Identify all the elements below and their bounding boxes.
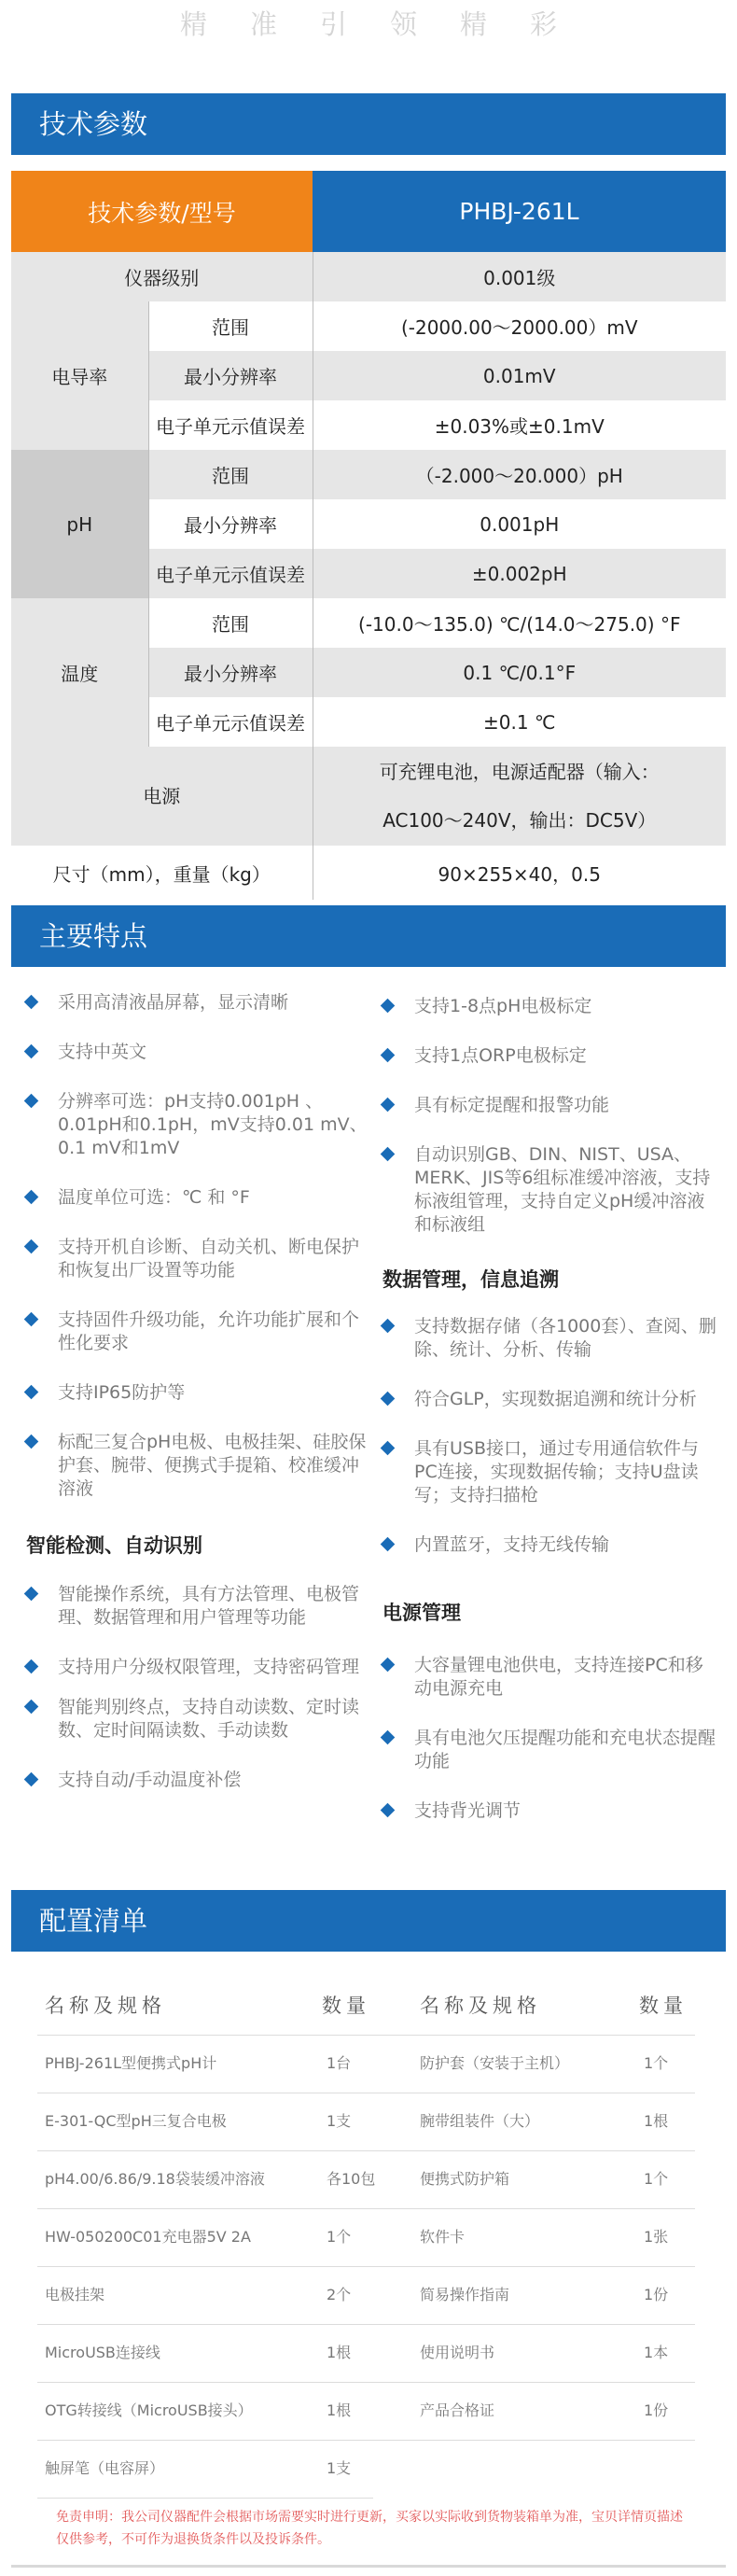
feature-text: 采用高清液晶屏幕，显示清晰: [58, 992, 289, 1013]
feature-text: 支持中英文: [58, 1042, 147, 1062]
config-item-name: 使用说明书: [420, 2344, 495, 2361]
row-divider: [37, 2440, 695, 2441]
feature-text: 支持IP65防护等: [58, 1382, 186, 1403]
spec-table-head: [11, 171, 726, 252]
feature-text: 支持开机自诊断、自动关机、断电保护和恢复出厂设置等功能: [58, 1237, 360, 1281]
spec-value: ±0.002pH: [313, 549, 726, 598]
feature-text: 支持1-8点pH电极标定: [414, 996, 592, 1016]
diamond-bullet-icon: [24, 1044, 39, 1059]
diamond-bullet-icon: [24, 1659, 39, 1674]
feature-text: 符合GLP，实现数据追溯和统计分析: [414, 1389, 697, 1409]
section-header-features: [11, 905, 726, 967]
diamond-bullet-icon: [381, 1147, 396, 1162]
diamond-bullet-icon: [24, 1587, 39, 1602]
diamond-bullet-icon: [24, 1772, 39, 1787]
feature-text: 支持用户分级权限管理，支持密码管理: [58, 1657, 360, 1677]
feature-item: [382, 995, 718, 1018]
config-item-qty: 1张: [644, 2228, 669, 2246]
spec-group-ph: pH: [11, 450, 148, 598]
spec-label: 最小分辨率: [148, 351, 313, 400]
config-header-qty: 数量: [322, 1995, 370, 2017]
config-item-name: HW-050200C01充电器5V 2A: [45, 2228, 251, 2246]
feature-text: 温度单位可选：℃ 和 °F: [58, 1187, 250, 1208]
spec-group-conductivity: 电导率: [11, 301, 148, 450]
diamond-bullet-icon: [381, 1392, 396, 1407]
feature-text: 自动识别GB、DIN、NIST、USA、MERK、JIS等6组标准缓冲溶液，支持标液组管理，支持自定义pH缓冲溶液和标液组: [414, 1144, 711, 1235]
feature-item: [382, 1044, 718, 1068]
spec-label: 最小分辨率: [148, 499, 313, 549]
config-item-name: MicroUSB连接线: [45, 2344, 160, 2361]
spec-group-temperature: 温度: [11, 598, 148, 747]
config-item-qty: 1个: [644, 2054, 669, 2072]
diamond-bullet-icon: [24, 1239, 39, 1254]
feature-text: 支持自动/手动温度补偿: [58, 1770, 242, 1790]
spec-row-power: [11, 747, 726, 846]
spec-value-power: [313, 747, 726, 846]
spec-label: 仪器级别: [11, 252, 313, 301]
config-header-name: 名称及规格: [420, 1995, 541, 2017]
config-item-name: 触屏笔（电容屏）: [45, 2459, 165, 2477]
feature-item: [382, 1315, 718, 1362]
features-left-column: [26, 991, 371, 1792]
power-line-2: AC100～240V，输出：DC5V）: [382, 809, 657, 832]
row-divider: [37, 2035, 695, 2036]
subsection-title-data: 数据管理，信息追溯: [382, 1268, 559, 1291]
section-title-specs: 技术参数: [39, 108, 148, 140]
feature-item: [26, 1656, 371, 1679]
row-divider: [37, 2324, 695, 2325]
spec-label: 电子单元示值误差: [148, 400, 313, 450]
config-item-name: 软件卡: [420, 2228, 466, 2246]
row-divider: [37, 2150, 695, 2151]
diamond-bullet-icon: [24, 1312, 39, 1327]
power-line-1: 可充锂电池，电源适配器（输入：: [379, 761, 660, 783]
diamond-bullet-icon: [24, 1094, 39, 1109]
spec-value: 0.001pH: [313, 499, 726, 549]
spec-label: 电源: [11, 747, 313, 846]
feature-item: [26, 991, 371, 1015]
config-item-name: pH4.00/6.86/9.18袋装缓冲溶液: [45, 2170, 265, 2188]
feature-text: 具有标定提醒和报警功能: [414, 1095, 610, 1115]
feature-text: 具有电池欠压提醒功能和充电状态提醒功能: [414, 1728, 716, 1771]
spec-row: [11, 450, 726, 499]
feature-text: 具有USB接口，通过专用通信软件与PC连接，实现数据传输；支持U盘读写；支持扫描枪: [414, 1438, 700, 1505]
feature-item: [382, 1727, 718, 1773]
spec-table: [11, 171, 726, 900]
spec-row: [11, 301, 726, 351]
spec-row-size: [11, 846, 726, 900]
config-item-name: 产品合格证: [420, 2401, 495, 2419]
config-item-name: 简易操作指南: [420, 2286, 510, 2303]
feature-item: [26, 1090, 371, 1160]
diamond-bullet-icon: [24, 1385, 39, 1400]
feature-text: 支持背光调节: [414, 1800, 521, 1821]
diamond-bullet-icon: [381, 1730, 396, 1745]
feature-item: [26, 1041, 371, 1064]
config-item-name: PHBJ-261L型便携式pH计: [45, 2054, 217, 2072]
spec-value: （-2.000～20.000）pH: [313, 450, 726, 499]
spec-value: 0.001级: [313, 252, 726, 301]
config-item-qty: 1本: [644, 2344, 669, 2361]
diamond-bullet-icon: [381, 1048, 396, 1063]
spec-value: ±0.1 ℃: [313, 697, 726, 747]
disclaimer-text: 免责申明：我公司仪器配件会根据市场需要实时进行更新，买家以实际收到货物装箱单为准，宝贝详情页描述仅供参考，不可作为退换货条件以及投诉条件。: [56, 2510, 683, 2547]
config-item-name: 便携式防护箱: [420, 2170, 510, 2188]
row-divider: [37, 2498, 373, 2499]
spec-head-model: PHBJ-261L: [313, 171, 726, 252]
diamond-bullet-icon: [381, 1319, 396, 1334]
feature-text: 大容量锂电池供电，支持连接PC和移动电源充电: [414, 1655, 703, 1699]
feature-item: [26, 1696, 371, 1743]
config-header-name: 名称及规格: [45, 1995, 166, 2017]
config-item-qty: 1个: [327, 2228, 352, 2246]
feature-item: [26, 1309, 371, 1355]
row-divider: [37, 2266, 695, 2267]
feature-item: [26, 1186, 371, 1210]
feature-item: [382, 1654, 718, 1701]
features-right-column: [382, 991, 718, 1823]
config-item-qty: 1台: [327, 2054, 352, 2072]
config-item-name: E-301-QC型pH三复合电极: [45, 2112, 227, 2130]
config-item-qty: 1个: [644, 2170, 669, 2188]
feature-text: 支持固件升级功能，允许功能扩展和个性化要求: [58, 1309, 360, 1353]
feature-item: [382, 1143, 718, 1237]
feature-item: [382, 1533, 718, 1557]
feature-item: [26, 1431, 371, 1501]
config-item-name: OTG转接线（MicroUSB接头）: [45, 2401, 253, 2419]
subsection-title-power: 电源管理: [382, 1602, 461, 1624]
config-header-qty: 数量: [639, 1995, 688, 2017]
spec-row-grade: [11, 252, 726, 301]
feature-item: [382, 1388, 718, 1411]
config-item-qty: 1根: [644, 2112, 669, 2130]
feature-item: [26, 1236, 371, 1282]
config-item-name: 电极挂架: [45, 2286, 105, 2303]
diamond-bullet-icon: [24, 1435, 39, 1449]
config-item-qty: 2个: [327, 2286, 352, 2303]
diamond-bullet-icon: [381, 1441, 396, 1456]
diamond-bullet-icon: [24, 1190, 39, 1205]
config-item-qty: 1支: [327, 2459, 352, 2477]
section-title-config: 配置清单: [39, 1905, 148, 1937]
spec-label: 最小分辨率: [148, 648, 313, 697]
feature-text: 智能操作系统，具有方法管理、电极管理、数据管理和用户管理等功能: [58, 1584, 360, 1628]
subsection-title-smart: 智能检测、自动识别: [26, 1534, 202, 1557]
spec-label: 电子单元示值误差: [148, 697, 313, 747]
config-item-qty: 1份: [644, 2401, 669, 2419]
config-item-qty: 1根: [327, 2401, 352, 2419]
footer-divider: [11, 2565, 726, 2568]
spec-value: 0.1 ℃/0.1°F: [313, 648, 726, 697]
section-header-specs: [11, 93, 726, 155]
spec-label: 电子单元示值误差: [148, 549, 313, 598]
spec-label: 范围: [148, 301, 313, 351]
spec-value: (-10.0～135.0) ℃/(14.0～275.0) °F: [313, 598, 726, 648]
spec-value: 90×255×40，0.5: [313, 846, 726, 900]
spec-label: 尺寸（mm），重量（kg）: [11, 846, 313, 900]
spec-value: ±0.03%或±0.1mV: [313, 400, 726, 450]
feature-item: [382, 1437, 718, 1507]
config-item-qty: 各10包: [327, 2170, 376, 2188]
spec-label: 范围: [148, 598, 313, 648]
feature-item: [26, 1583, 371, 1630]
features-area: [0, 971, 737, 1848]
config-item-name: 防护套（安装于主机）: [420, 2054, 570, 2072]
feature-text: 内置蓝牙，支持无线传输: [414, 1534, 610, 1555]
diamond-bullet-icon: [381, 1537, 396, 1552]
slogan-text: 精准引领精彩: [179, 8, 600, 40]
feature-item: [26, 1381, 371, 1405]
feature-item: [382, 1094, 718, 1117]
feature-text: 支持1点ORP电极标定: [414, 1045, 587, 1066]
config-item-name: 腕带组装件（大）: [420, 2112, 540, 2130]
config-item-qty: 1支: [327, 2112, 352, 2130]
feature-text: 标配三复合pH电极、电极挂架、硅胶保护套、腕带、便携式手提箱、校准缓冲溶液: [58, 1432, 367, 1499]
row-divider: [37, 2208, 695, 2209]
spec-row: [11, 598, 726, 648]
diamond-bullet-icon: [24, 1700, 39, 1715]
feature-text: 分辨率可选：pH支持0.001pH 、0.01pH和0.1pH，mV支持0.01 mV、0.1 mV和1mV: [58, 1091, 368, 1158]
diamond-bullet-icon: [381, 1658, 396, 1673]
section-title-features: 主要特点: [39, 920, 148, 952]
row-divider: [37, 2382, 695, 2383]
feature-item: [382, 1799, 718, 1823]
diamond-bullet-icon: [381, 999, 396, 1014]
feature-text: 支持数据存储（各1000套）、查阅、删除、统计、分析、传输: [414, 1316, 716, 1360]
config-item-qty: 1份: [644, 2286, 669, 2303]
config-item-qty: 1根: [327, 2344, 352, 2361]
feature-item: [26, 1769, 371, 1792]
spec-label: 范围: [148, 450, 313, 499]
diamond-bullet-icon: [381, 1803, 396, 1818]
spec-head-label: 技术参数/型号: [11, 171, 313, 252]
spec-value: 0.01mV: [313, 351, 726, 400]
spec-value: (-2000.00～2000.00）mV: [313, 301, 726, 351]
section-header-config: [11, 1890, 726, 1952]
feature-text: 智能判别终点，支持自动读数、定时读数、定时间隔读数、手动读数: [58, 1697, 360, 1741]
diamond-bullet-icon: [381, 1098, 396, 1113]
diamond-bullet-icon: [24, 995, 39, 1010]
